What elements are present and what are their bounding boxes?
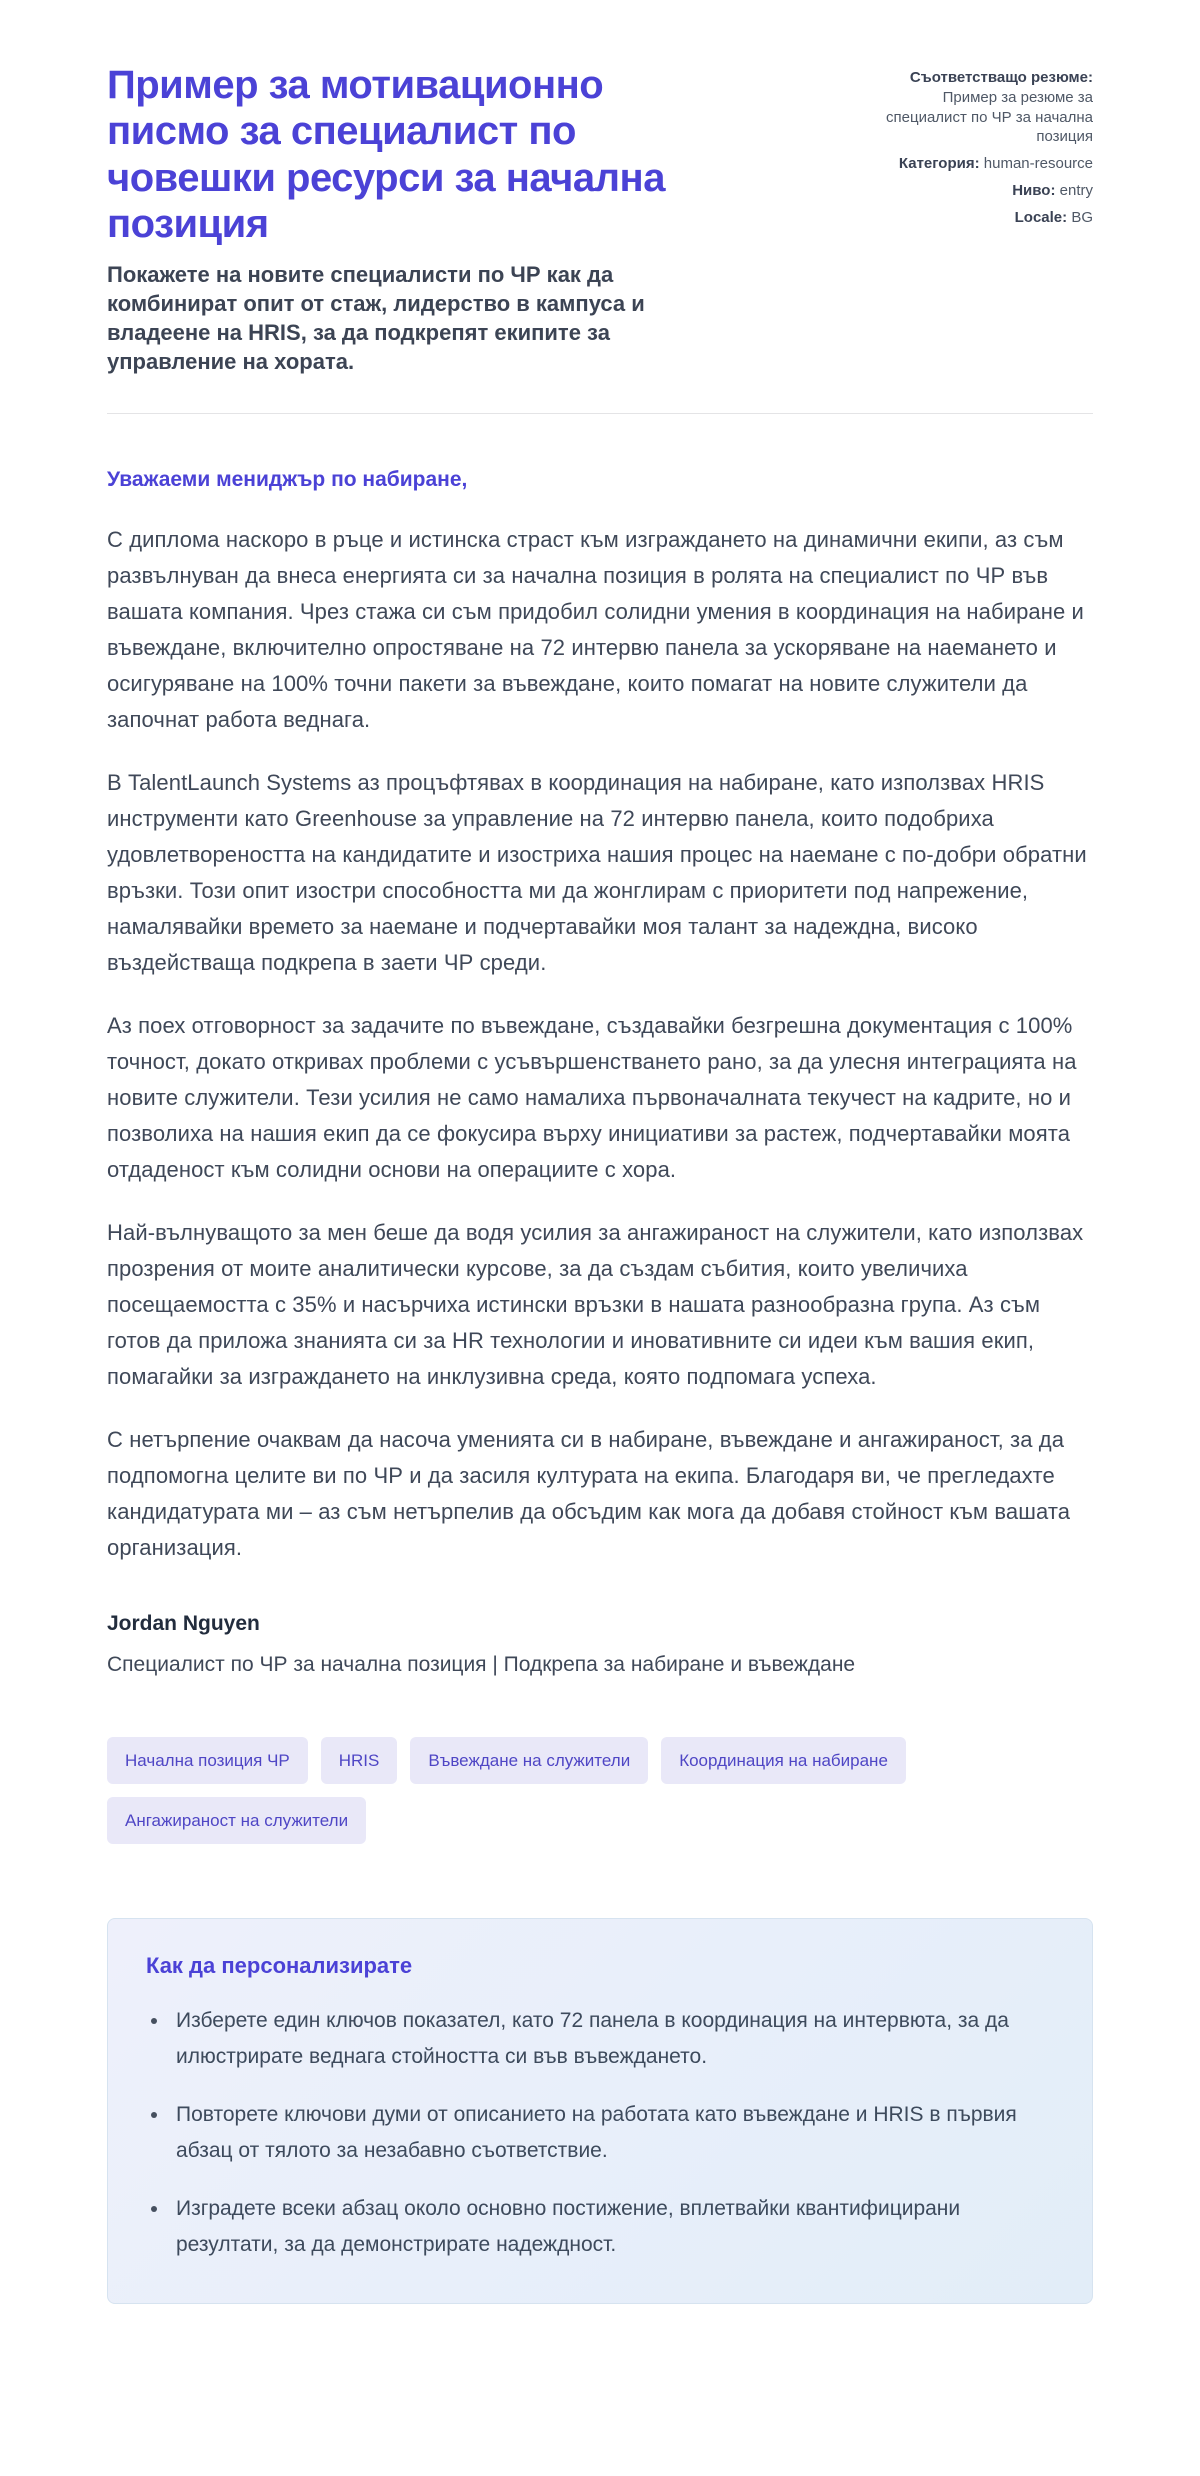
tag-chip[interactable]: Координация на набиране (661, 1737, 906, 1784)
tip-item: • Изградете всеки абзац около основно постижение, вплетвайки квантифицирани резултати, за да демонстрирате надеждност. (170, 2191, 1054, 2263)
letter-paragraph: Най-вълнуващото за мен беше да водя усилия за ангажираност на служители, като използвах прозрения от моите аналитически курсове, за да създам събития, които увеличиха посещаемостта с 35% и насърчиха истински връзки в нашата разнообразна група. Аз съм готов да приложа знанията си за HR технологии и иновативните си идеи към вашия екип, помагайки за изграждането на инклузивна среда, която подпомага успеха. (107, 1219, 1084, 1389)
tips-title: Как да персонализирате (146, 1953, 413, 1979)
tag-chip[interactable]: HRIS (321, 1737, 398, 1784)
meta-panel (875, 62, 1093, 235)
meta-label: Ниво: (1012, 181, 1056, 199)
meta-value: Пример за резюме за специалист по ЧР за начална позиция (886, 88, 1093, 146)
tag-chip[interactable]: Начална позиция ЧР (107, 1737, 308, 1784)
title-block (107, 62, 839, 377)
divider (107, 413, 1093, 414)
meta-locale (875, 208, 1093, 228)
meta-label: Съответстващо резюме: (909, 69, 1093, 86)
letter-paragraph: С нетърпение очаквам да насоча уменията си в набиране, въвеждане и ангажираност, за да подпомогна целите ви по ЧР и да засиля културата на екипа. Благодаря ви, че прегледахте кандидатурата ми – аз съм нетърпелив да обсъдим как мога да добавя стойност към вашата организация. (107, 1426, 1071, 1560)
signature-name: Jordan Nguyen (107, 1611, 260, 1635)
page-title: Пример за мотивационно писмо за специалист по човешки ресурси за начална позиция (107, 63, 665, 247)
meta-category (875, 154, 1093, 174)
tip-item: • Повторете ключови думи от описанието на работата като въвеждане и HRIS в първия абзац от тялото за незабавно съответствие. (170, 2097, 1054, 2169)
page-subtitle: Покажете на новите специалисти по ЧР как да комбинират опит от стаж, лидерство в кампуса и владеене на HRIS, за да подкрепят екипите за управление на хората. (107, 261, 645, 375)
letter-paragraph: Аз поех отговорност за задачите по въвеждане, създавайки безгрешна документация с 100% точност, докато откривах проблеми с усъвършенстването рано, за да улесня интеграцията на новите служители. Тези усилия не само намалиха първоначалната текучест на кадрите, но и позволиха на нашия екип да се фокусира върху инициативи за растеж, подчертавайки моята отдаденост към солидни основи на операциите с хора. (107, 1012, 1077, 1182)
tag-list (107, 1737, 1093, 1845)
meta-label: Locale: (1014, 208, 1068, 226)
tag-chip[interactable]: Ангажираност на служители (107, 1797, 366, 1844)
letter-paragraph: С диплома наскоро в ръце и истинска страст към изграждането на динамични екипи, аз съм развълнуван да внеса енергията си за начална позиция в ролята на специалист по ЧР във вашата компания. Чрез стажа си съм придобил солидни умения в координация на набиране и въвеждане, включително опростяване на 72 интервю панела за ускоряване на наемането и осигуряване на 100% точни пакети за въвеждане, които помагат на новите служители да започнат работа веднага. (107, 526, 1084, 732)
meta-value: entry (1059, 181, 1093, 199)
tag-chip[interactable]: Въвеждане на служители (410, 1737, 648, 1784)
header (107, 62, 1093, 377)
personalization-tips-box (107, 1918, 1093, 2304)
letter-greeting: Уважаеми мениджър по набиране, (107, 467, 468, 491)
tips-list (146, 2003, 1054, 2263)
tip-item: • Изберете един ключов показател, като 72 панела в координация на интервюта, за да илюстрирате веднага стойността си във въвеждането. (170, 2003, 1054, 2075)
meta-matching-resume (875, 68, 1093, 147)
meta-value: human-resource (983, 155, 1093, 173)
meta-value: BG (1071, 208, 1093, 226)
letter-body (107, 468, 1093, 1677)
letter-paragraph: В TalentLaunch Systems аз процъфтявах в координация на набиране, като използвах HRIS инструменти като Greenhouse за управление на 72 интервю панела, които подобриха удовлетвореността на кандидатите и изостриха нашия процес на наемане с по-добри обратни връзки. Този опит изостри способността ми да жонглирам с приоритети под напрежение, намалявайки времето за наемане и подчертавайки моя талант за надеждна, високо въздействаща подкрепа в заети ЧР среди. (107, 769, 1087, 975)
meta-label: Категория: (898, 155, 980, 173)
signature-role: Специалист по ЧР за начална позиция | Подкрепа за набиране и въвеждане (107, 1652, 856, 1676)
meta-level (875, 181, 1093, 201)
